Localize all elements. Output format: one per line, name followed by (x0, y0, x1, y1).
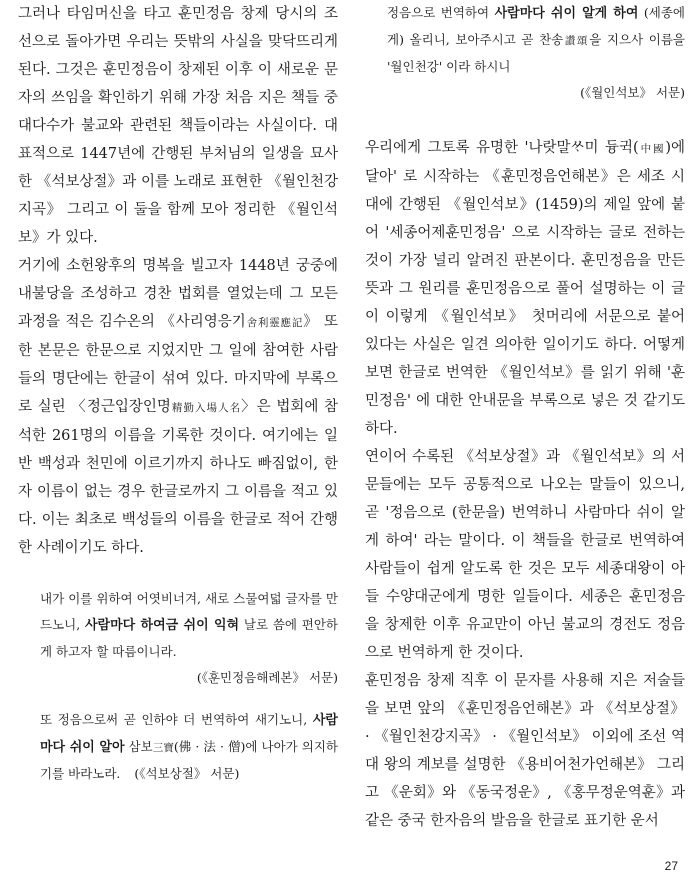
left-column (18, 0, 338, 787)
quote-text: (佛 · 法 · 僧)에 나아가 의지하기를 바라노라. (40, 739, 338, 781)
quote-source: (《석보상절》 서문) (134, 766, 240, 781)
body-paragraph (365, 443, 685, 667)
paragraph-text: 거기에 소헌왕후의 명복을 빌고자 1448년 궁중에 내불당을 조성하고 경찬 법회를 열었는데 그 모든 과정을 적은 김수온의 《사리영응기 (18, 258, 338, 330)
quote-text: 또 정음으로써 곧 인하야 더 번역하여 새기노니, (40, 712, 313, 727)
quote-text: 을 지으사 이름을 '월인천강' 이라 하시니 (387, 32, 685, 74)
quote-block (18, 707, 338, 787)
page-number: 27 (664, 859, 678, 873)
quote-text: 날로 씀에 편안하게 하고자 할 따름이니라. (40, 617, 338, 659)
quote-source: (《훈민정음해례본》 서문) (196, 670, 338, 685)
paragraph-text: 》 또한 본문은 한문으로 지었지만 그 일에 참여한 사람들의 명단에는 한글이 섞여 있다. 마지막에 부록으로 실린 〈정근입장인명 (18, 314, 338, 415)
right-column (365, 0, 685, 835)
hanja-text: 三寶 (152, 742, 174, 754)
hanja-text: 中國 (638, 143, 666, 155)
body-paragraph (365, 134, 685, 443)
quote-emphasis: 사람마다 하여금 쉬이 익혀 (84, 618, 240, 633)
quote-text: (세종에게) 올리니, 보아주시고 곧 찬송 (387, 5, 685, 47)
hanja-text: 舍利靈應記 (245, 317, 304, 329)
quote-emphasis: 사람마다 쉬이 알게 하여 (494, 6, 639, 21)
quote-source: (《월인석보》 서문) (580, 85, 685, 100)
quote-block (365, 0, 685, 80)
paragraph-text: 그러나 타임머신을 타고 훈민정음 창제 당시의 조선으로 돌아가면 우리는 뜻밖의 사실을 맞닥뜨리게 된다. 그것은 훈민정음이 창제된 이후 이 새로운 문자의 쓰임을 확인하기 위해 가장 처음 지은 책들 중 대다수가 불교와 관련된 책들이라는 사실이다. 대표적으로 1447년에 간행된 부처님의 일생을 묘사한 《석보상절》과 이를 노래로 표현한 《월인천강지곡》 그리고 이 둘을 함께 모아 정리한 《월인석보》가 있다. (18, 6, 338, 246)
quote-text: 내가 이를 위하여 어엿비너겨, 새로 스물여덟 글자를 만드노니, (40, 591, 338, 632)
paragraph-text: 연이어 수록된 《석보상절》과 《월인석보》의 서문들에는 모두 공통적으로 나오는 말들이 있으니, 곧 '정음으로 (한문을) 번역하니 사람마다 쉬이 알게 하여' 라는 말이다. 이 책들을 한글로 번역하여 사람들이 쉽게 알도록 한 것은 모두 세종대왕이 아들 수양대군에게 명한 일들이다. 세종은 훈민정음을 창제한 이후 유교만이 아닌 불교의 경전도 정음으로 번역하게 한 것이다. (365, 449, 685, 661)
quote-block (18, 586, 338, 665)
hanja-text: 讚頌 (563, 35, 590, 47)
hanja-text: 精勤入場人名 (170, 402, 242, 414)
body-paragraph (365, 667, 685, 835)
paragraph-text: 훈민정음 창제 직후 이 문자를 사용해 지은 저술들을 보면 앞의 《훈민정음언해본》과 《석보상절》 · 《월인천강지곡》 · 《월인석보》 이외에 조선 역대 왕의 계보를 설명한 《용비어천가언해본》 그리고 《운회》와 《동국정운》, 《홍무정운역훈》과 같은 중국 한자음의 발음을 한글로 표기한 운서 (365, 673, 685, 829)
paragraph-text: 우리에게 그토록 유명한 '나랏말ᄊᆞ미 듕귁( (365, 140, 639, 156)
paragraph-text: )에 달아' 로 시작하는 《훈민정음언해본》은 세조 시대에 간행된 《월인석보》(1459)의 제일 앞에 붙어 '세종어제훈민정음' 으로 시작하는 글로 전하는 것이 가장 널리 알려진 판본이다. 훈민정음을 만든 뜻과 그 원리를 훈민정음으로 풀어 설명하는 이 글이 이렇게 《월인석보》 첫머리에 서문으로 붙어 있다는 사실은 일견 의아한 일이기도 하다. 어떻게 보면 한글로 번역한 《월인석보》를 읽기 위해 '훈민정음' 에 대한 안내문을 부록으로 넣은 것 같기도 하다. (365, 140, 685, 437)
quote-text: 정음으로 번역하여 (387, 5, 495, 20)
quote-text: 삼보 (124, 739, 153, 754)
body-paragraph (18, 252, 338, 562)
quote-emphasis: 사람마다 쉬이 알아 (40, 713, 338, 755)
body-paragraph (18, 0, 338, 252)
paragraph-text: 〉은 법회에 참석한 261명의 이름을 기록한 것이다. 여기에는 일반 백성과 천민에 이르기까지 하나도 빠짐없이, 한자 이름이 없는 경우 한글로까지 그 이름을 적고 있다. 이는 최초로 백성들의 이름을 한글로 적어 간행한 사례이기도 하다. (18, 399, 338, 556)
